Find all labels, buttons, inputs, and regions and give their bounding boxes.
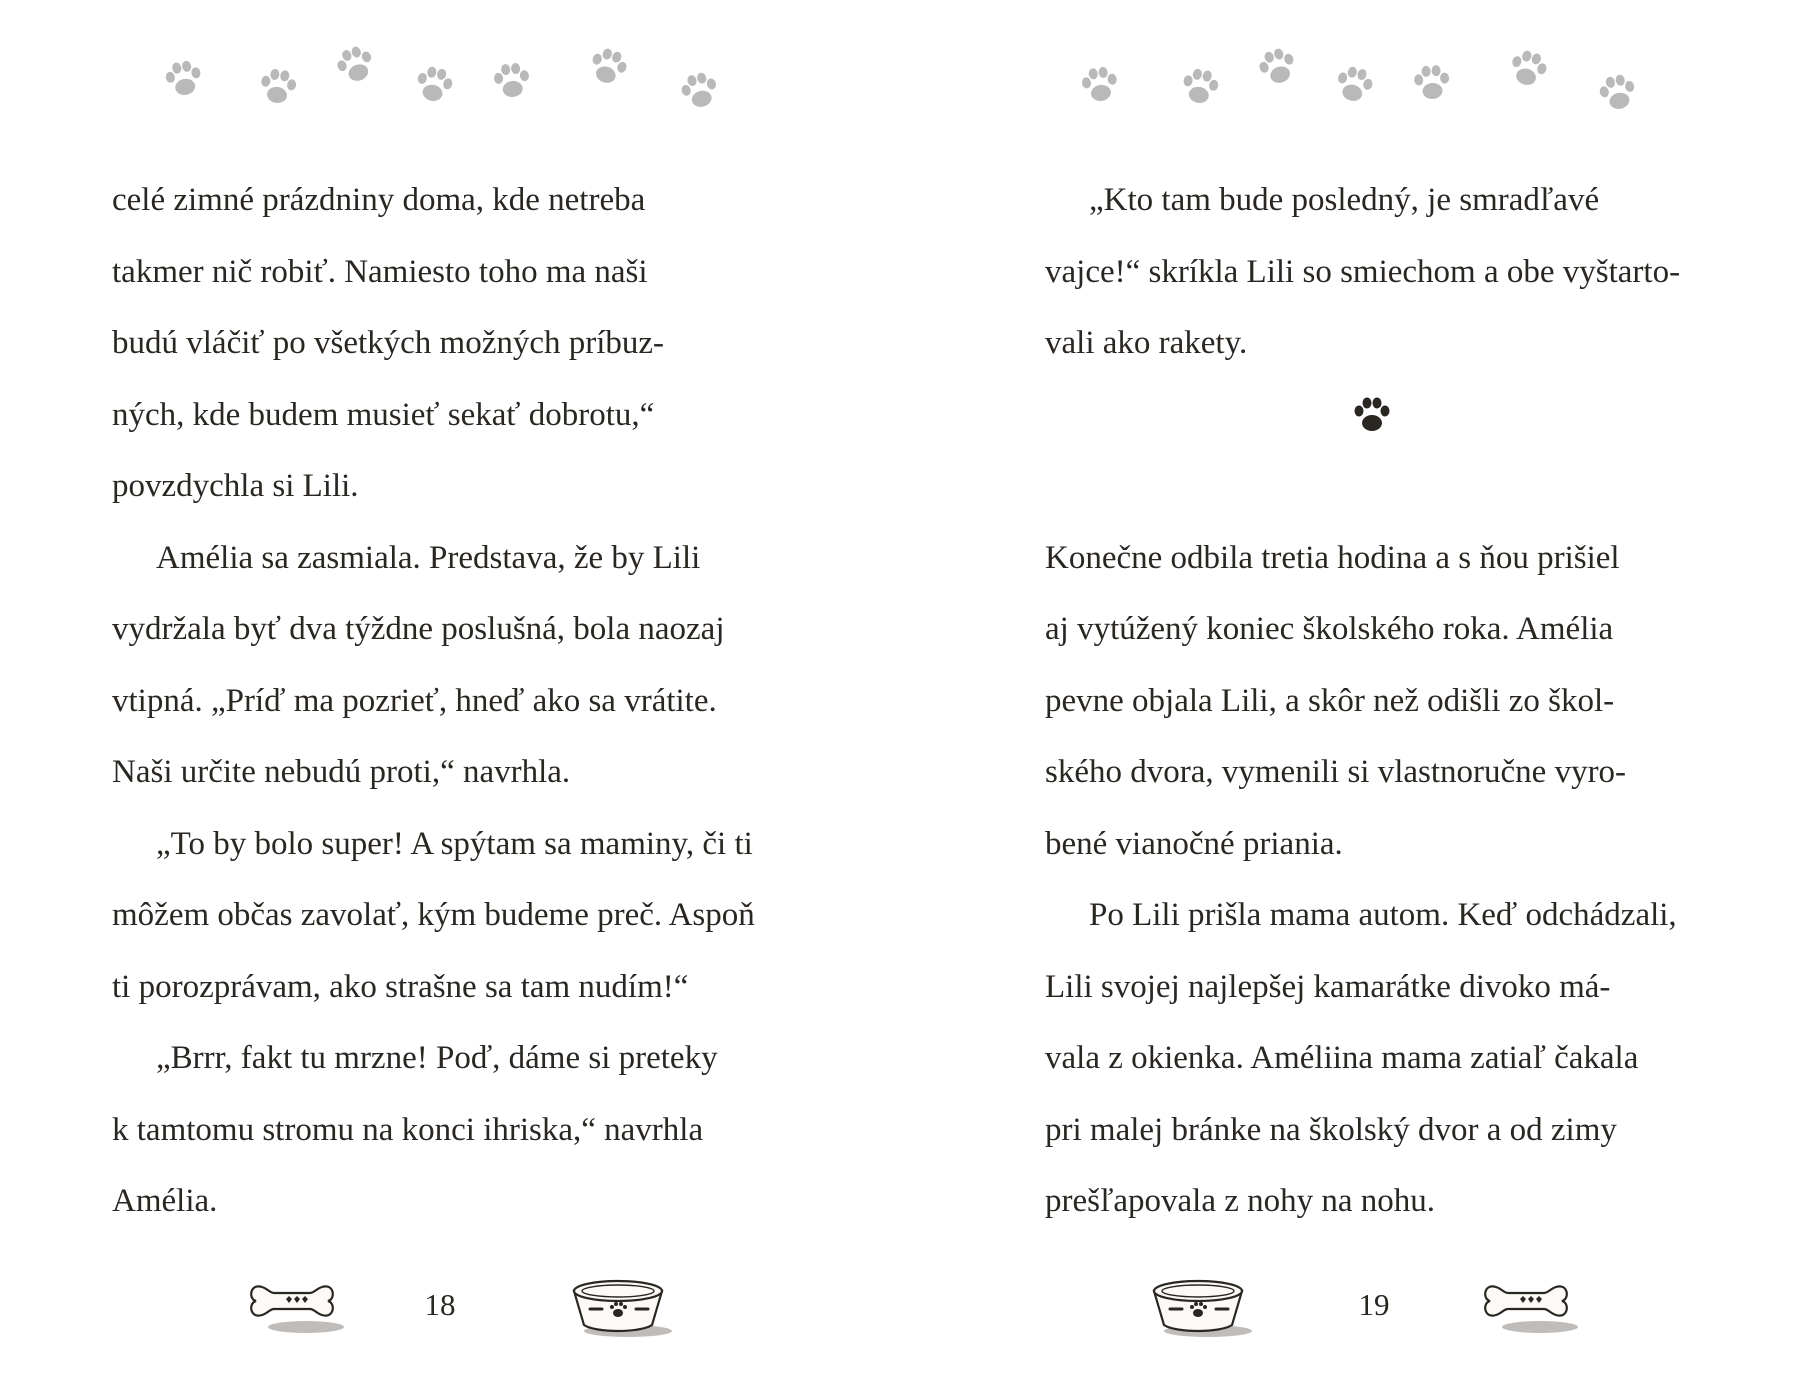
- page-number: 18: [424, 1287, 456, 1322]
- text-line: pri malej bránke na školský dvor a od zimy: [1045, 1111, 1617, 1148]
- text-line: prešľapovala z nohy na nohu.: [1045, 1183, 1436, 1219]
- paw-print-icon: [1592, 68, 1644, 120]
- paw-print-icon: [253, 63, 303, 113]
- dog-bowl-icon: [1146, 1273, 1256, 1339]
- text-line: vajce!“ skríkla Lili so smiechom a obe vyštarto-: [1045, 253, 1681, 290]
- paw-print-icon: [1501, 43, 1555, 97]
- text-line: môžem občas zavolať, kým budeme preč. Aspoň: [112, 897, 755, 933]
- right-page-footer: [900, 1265, 1800, 1345]
- paw-print-icon: [408, 60, 460, 112]
- text-line: vydržala byť dva týždne poslušná, bola naozaj: [112, 611, 725, 647]
- section-separator: [1045, 380, 1705, 452]
- paw-print-icon: [159, 55, 210, 106]
- text-line: „To by bolo super! A spýtam sa maminy, či ti: [156, 825, 753, 862]
- text-line: „Brrr, fakt tu mrzne! Poď, dáme si preteky: [156, 1040, 718, 1076]
- paw-print-icon: [673, 65, 726, 118]
- text-line: bené vianočné priania.: [1045, 825, 1343, 862]
- text-line: pevne objala Lili, a skôr než odišli zo škol-: [1045, 682, 1615, 719]
- text-line: Amélia sa zasmiala. Predstava, že by Lili: [156, 539, 701, 576]
- text-line: ského dvora, vymenili si vlastnoručne vyro-: [1045, 754, 1627, 790]
- text-line: budú vláčiť po všetkých možných príbuz-: [112, 325, 665, 361]
- paw-print-icon: [488, 58, 536, 106]
- paw-print-icon: [1175, 63, 1226, 114]
- blank-line: [1045, 451, 1705, 523]
- paw-header: [900, 40, 1800, 130]
- text-line: vala z okienka. Améliina mama zatiaľ čakala: [1045, 1040, 1639, 1076]
- paw-print-icon: [1327, 59, 1380, 112]
- text-line: aj vytúžený koniec školského roka. Amélia: [1045, 611, 1614, 647]
- left-page-footer: [0, 1265, 900, 1345]
- text-line: takmer nič robiť. Namiesto toho ma naši: [112, 253, 648, 290]
- dog-bowl-icon: [566, 1273, 676, 1339]
- text-line: Naši určite nebudú proti,“ navrhla.: [112, 754, 571, 790]
- page-number: 19: [1358, 1287, 1390, 1322]
- left-page-text: [112, 165, 772, 1238]
- text-line: vali ako rakety.: [1045, 325, 1248, 361]
- text-line: ti porozprávam, ako strašne sa tam nudím!“: [112, 968, 689, 1005]
- text-line: povzdychla si Lili.: [112, 468, 359, 504]
- paw-print-icon: [328, 38, 384, 94]
- paw-print-icon: [1409, 61, 1456, 108]
- dog-bone-icon: [246, 1279, 350, 1337]
- text-line: vtipná. „Príď ma pozrieť, hneď ako sa vrátite.: [112, 682, 717, 719]
- paw-print-icon: [1250, 40, 1305, 95]
- dog-bone-icon: [1480, 1279, 1584, 1337]
- text-line: Konečne odbila tretia hodina a s ňou prišiel: [1045, 539, 1620, 576]
- text-line: „Kto tam bude posledný, je smradľavé: [1089, 182, 1600, 218]
- paw-print-icon: [1075, 61, 1125, 111]
- text-line: Amélia.: [112, 1183, 218, 1219]
- paw-print-icon: [580, 40, 635, 95]
- text-line: Lili svojej najlepšej kamarátke divoko má-: [1045, 968, 1611, 1005]
- right-page: [900, 0, 1800, 1385]
- text-line: k tamtomu stromu na konci ihriska,“ navrhla: [112, 1111, 704, 1148]
- paw-header: [0, 40, 900, 130]
- right-page-text: [1045, 165, 1705, 1238]
- paw-print-icon: [1350, 394, 1394, 438]
- text-line: celé zimné prázdniny doma, kde netreba: [112, 182, 646, 218]
- text-line: ných, kde budem musieť sekať dobrotu,“: [112, 396, 655, 433]
- text-line: Po Lili prišla mama autom. Keď odchádzali,: [1089, 897, 1677, 933]
